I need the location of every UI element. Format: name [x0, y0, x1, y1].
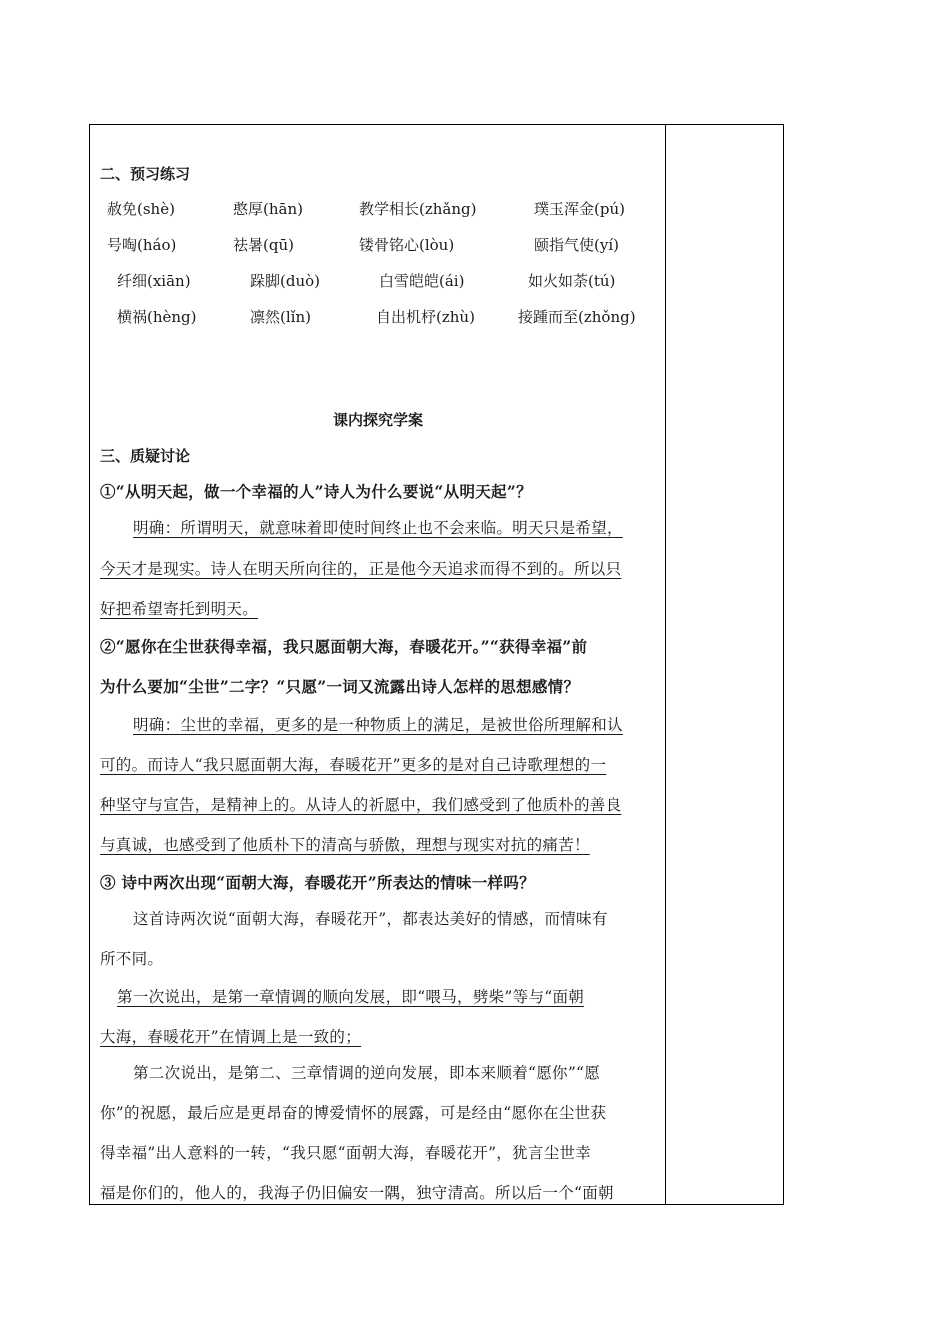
vocab-item: 号啕(háo)	[107, 236, 177, 254]
answer-line: 明确：尘世的幸福，更多的是一种物质上的满足，是被世俗所理解和认	[133, 716, 623, 734]
vocab-item: 赦免(shè)	[107, 200, 175, 218]
question-2: ②“愿你在尘世获得幸福，我只愿面朝大海，春暖花开。”“获得幸福”前	[100, 637, 588, 656]
worksheet-table	[89, 124, 784, 1205]
vocab-item: 憨厚(hān)	[233, 200, 303, 218]
paragraph-line: 大海，春暖花开”在情调上是一致的；	[100, 1028, 362, 1046]
vocab-item: 接踵而至(zhǒng)	[518, 308, 636, 326]
section3-heading: 三、质疑讨论	[100, 447, 191, 465]
section-title: 课内探究学案	[332, 411, 423, 429]
vocab-item: 凛然(lǐn)	[250, 308, 311, 326]
answer-line: 可的。而诗人“我只愿面朝大海，春暖花开”更多的是对自己诗歌理想的一	[100, 756, 607, 774]
vocab-item: 颐指气使(yí)	[534, 236, 619, 254]
answer-line: 今天才是现实。诗人在明天所向往的，正是他今天追求而得不到的。所以只	[100, 560, 622, 578]
vocab-item: 白雪皑皑(ái)	[379, 272, 465, 290]
paragraph-line: 福是你们的，他人的，我海子仍旧偏安一隅，独守清高。所以后一个“面朝	[100, 1184, 614, 1202]
paragraph-line: 得幸福”出人意料的一转，“我只愿“面朝大海，春暖花开”，犹言尘世幸	[100, 1144, 592, 1162]
vocab-item: 跺脚(duò)	[250, 272, 320, 290]
question-3: ③ 诗中两次出现“面朝大海，春暖花开”所表达的情味一样吗？	[100, 873, 535, 892]
vocab-item: 如火如荼(tú)	[528, 272, 616, 290]
paragraph-line: 所不同。	[100, 950, 164, 968]
question-2-cont: 为什么要加“尘世”二字？“只愿”一词又流露出诗人怎样的思想感情？	[100, 677, 580, 696]
answer-line: 明确：所谓明天，就意味着即使时间终止也不会来临。明天只是希望，	[133, 519, 623, 537]
question-1: ①“从明天起，做一个幸福的人”诗人为什么要说“从明天起”？	[100, 482, 532, 501]
paragraph-line: 第二次说出，是第二、三章情调的逆向发展，即本来顺着“愿你”“愿	[133, 1064, 601, 1082]
paragraph-line: 你”的祝愿，最后应是更昂奋的博爱情怀的展露，可是经由“愿你在尘世获	[100, 1104, 607, 1122]
vocab-item: 璞玉浑金(pú)	[534, 200, 625, 218]
paragraph-line: 这首诗两次说“面朝大海，春暖花开”，都表达美好的情感，而情味有	[133, 910, 608, 928]
vocab-item: 纤细(xiān)	[117, 272, 191, 290]
paragraph-line: 第一次说出，是第一章情调的顺向发展，即“喂马，劈柴”等与“面朝	[117, 988, 585, 1006]
vocab-item: 教学相长(zhǎng)	[359, 200, 477, 218]
answer-line: 与真诚，也感受到了他质朴下的清高与骄傲，理想与现实对抗的痛苦！	[100, 836, 590, 854]
section2-heading: 二、预习练习	[100, 165, 191, 183]
vocab-item: 镂骨铭心(lòu)	[359, 236, 455, 254]
vocab-item: 横祸(hèng)	[117, 308, 197, 326]
column-divider	[665, 125, 666, 1204]
vocab-item: 自出机杼(zhù)	[376, 308, 475, 326]
answer-line: 好把希望寄托到明天。	[100, 600, 259, 618]
vocab-item: 祛暑(qū)	[233, 236, 294, 254]
answer-line: 种坚守与宣告，是精神上的。从诗人的祈愿中，我们感受到了他质朴的善良	[100, 796, 622, 814]
